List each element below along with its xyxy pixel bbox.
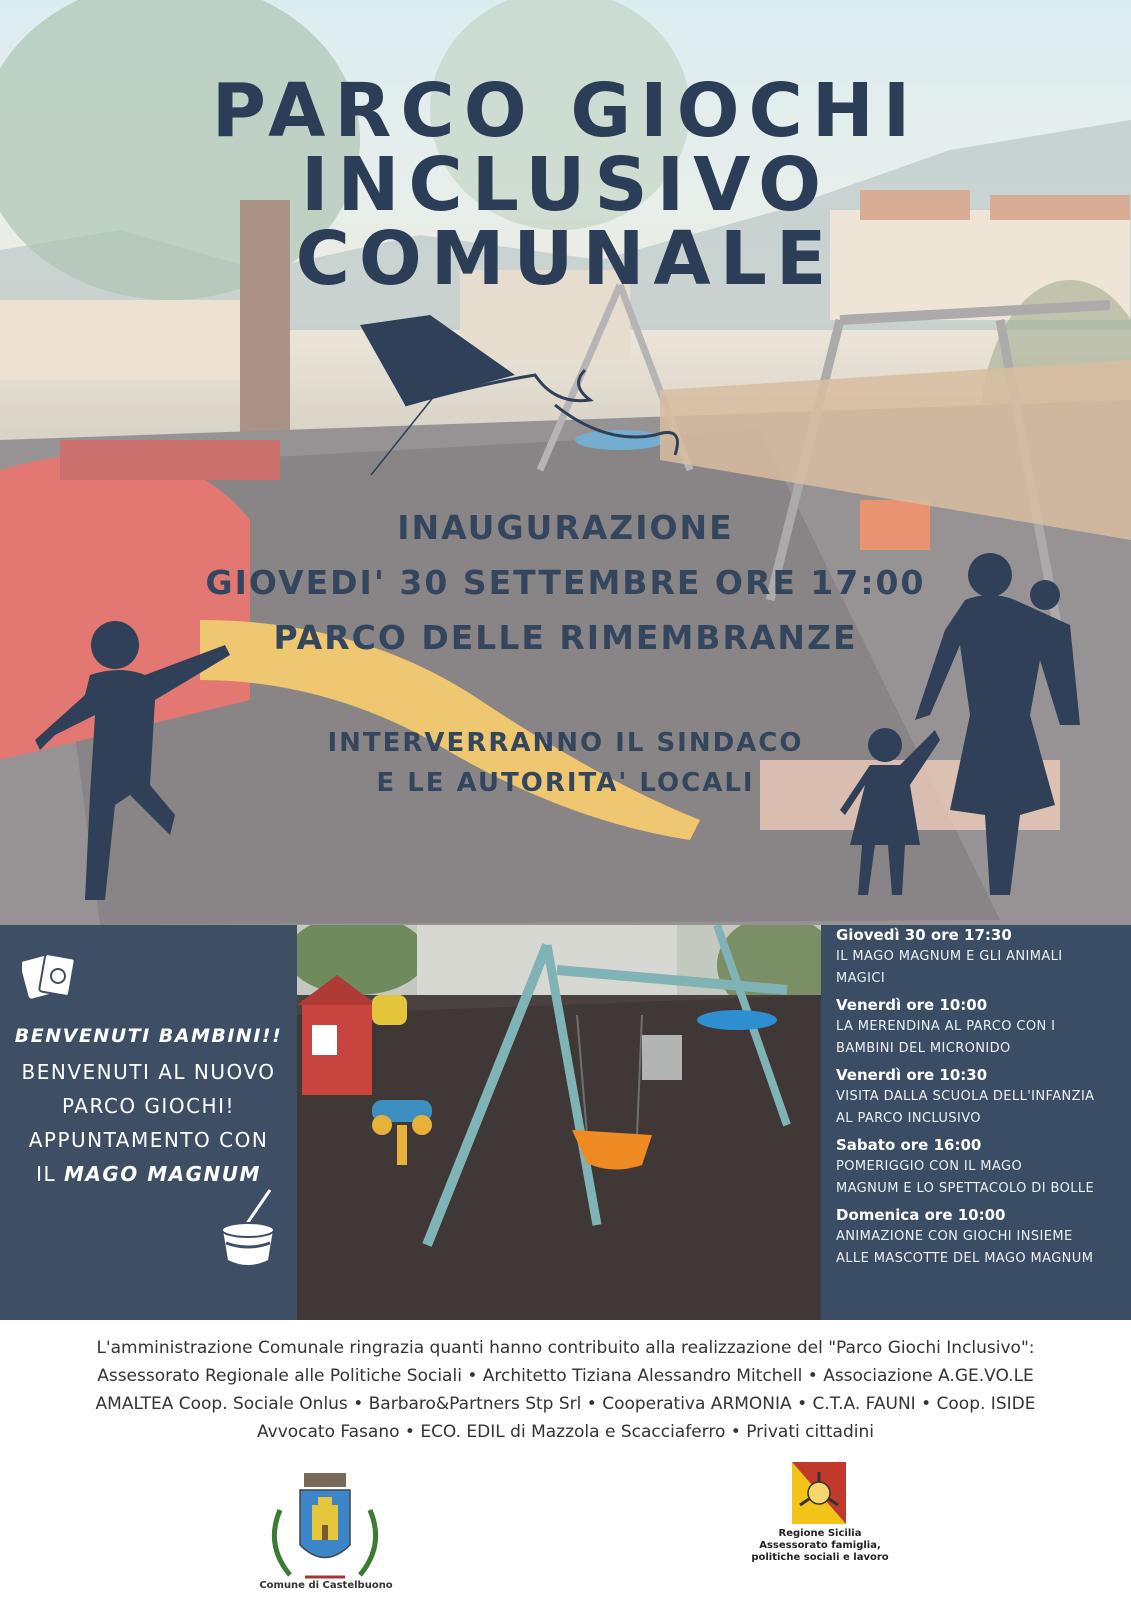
schedule-what-2: MAGICI xyxy=(836,971,886,986)
regione-sicilia-logo xyxy=(792,1462,846,1524)
schedule-item-3 xyxy=(836,1065,1126,1130)
welcome-line-2: PARCO GIOCHI! xyxy=(62,1094,235,1118)
title-line-3: COMUNALE xyxy=(295,216,836,302)
swings-photo-illustration xyxy=(297,925,821,1320)
title-line-2: INCLUSIVO xyxy=(300,142,831,228)
schedule-item-4 xyxy=(836,1135,1126,1200)
welcome-line-1: BENVENUTI AL NUOVO xyxy=(21,1060,276,1084)
welcome-line-4-prefix: IL xyxy=(36,1162,64,1186)
schedule-what-2: BAMBINI DEL MICRONIDO xyxy=(836,1041,1011,1056)
thanks-list-1: Assessorato Regionale alle Politiche Sociali • Architetto Tiziana Alessandro Mitchell • Associazione A.GE.VO.LE xyxy=(97,1366,1034,1386)
welcome-line-3: APPUNTAMENTO CON xyxy=(28,1128,269,1152)
mago-magnum-name: MAGO MAGNUM xyxy=(63,1162,261,1186)
schedule-item-2 xyxy=(836,995,1126,1060)
regione-caption-2: Assessorato famiglia, xyxy=(759,1540,881,1551)
schedule-what-2: AL PARCO INCLUSIVO xyxy=(836,1111,981,1126)
event-place: PARCO DELLE RIMEMBRANZE xyxy=(273,618,858,657)
speakers-line-2: E LE AUTORITA' LOCALI xyxy=(376,768,755,798)
schedule-when: Venerdì ore 10:00 xyxy=(836,996,988,1014)
castelbuono-crest-logo xyxy=(260,1465,390,1590)
title-line-1: PARCO GIOCHI xyxy=(211,68,920,154)
schedule-what-1: POMERIGGIO CON IL MAGO xyxy=(836,1159,1023,1174)
event-label: INAUGURAZIONE xyxy=(397,508,734,547)
regione-caption-3: politiche sociali e lavoro xyxy=(751,1552,889,1563)
welcome-title: BENVENUTI BAMBINI!! xyxy=(14,1025,283,1047)
castelbuono-caption: Comune di Castelbuono xyxy=(259,1580,393,1591)
schedule-when: Sabato ore 16:00 xyxy=(836,1136,982,1154)
schedule-when: Venerdì ore 10:30 xyxy=(836,1066,988,1084)
schedule-what-1: IL MAGO MAGNUM E GLI ANIMALI xyxy=(836,949,1063,964)
event-date: GIOVEDI' 30 SETTEMBRE ORE 17:00 xyxy=(205,563,926,602)
thanks-list-2: AMALTEA Coop. Sociale Onlus • Barbaro&Partners Stp Srl • Cooperativa ARMONIA • C.T.A. FAUNI • Coop. ISIDE xyxy=(95,1394,1036,1414)
regione-caption-1: Regione Sicilia xyxy=(778,1528,862,1539)
thanks-list-3: Avvocato Fasano • ECO. EDIL di Mazzola e Scacciaferro • Privati cittadini xyxy=(257,1422,874,1442)
thanks-intro: L'amministrazione Comunale ringrazia quanti hanno contribuito alla realizzazione del "Parco Giochi Inclusivo": xyxy=(96,1338,1035,1358)
schedule-when: Giovedì 30 ore 17:30 xyxy=(836,926,1012,944)
schedule-what-1: ANIMAZIONE CON GIOCHI INSIEME xyxy=(836,1229,1073,1244)
magic-hat-wand-icon xyxy=(218,1185,278,1270)
boy-silhouette-icon xyxy=(35,615,235,905)
welcome-panel xyxy=(0,925,297,1320)
schedule-item-1 xyxy=(836,925,1126,990)
speakers-line-1: INTERVERRANNO IL SINDACO xyxy=(327,728,804,758)
schedule-what-1: LA MERENDINA AL PARCO CON I xyxy=(836,1019,1056,1034)
schedule-when: Domenica ore 10:00 xyxy=(836,1206,1006,1224)
schedule-what-2: MAGNUM E LO SPETTACOLO DI BOLLE xyxy=(836,1181,1095,1196)
magic-card-icon xyxy=(22,950,77,1000)
schedule-item-5 xyxy=(836,1205,1126,1270)
schedule-what-1: VISITA DALLA SCUOLA DELL'INFANZIA xyxy=(836,1089,1095,1104)
schedule-what-2: ALLE MASCOTTE DEL MAGO MAGNUM xyxy=(836,1251,1094,1266)
swings-photo xyxy=(297,925,821,1320)
kite-icon xyxy=(355,315,705,475)
schedule-panel xyxy=(821,925,1131,1320)
welcome-line-4 xyxy=(0,1162,297,1186)
